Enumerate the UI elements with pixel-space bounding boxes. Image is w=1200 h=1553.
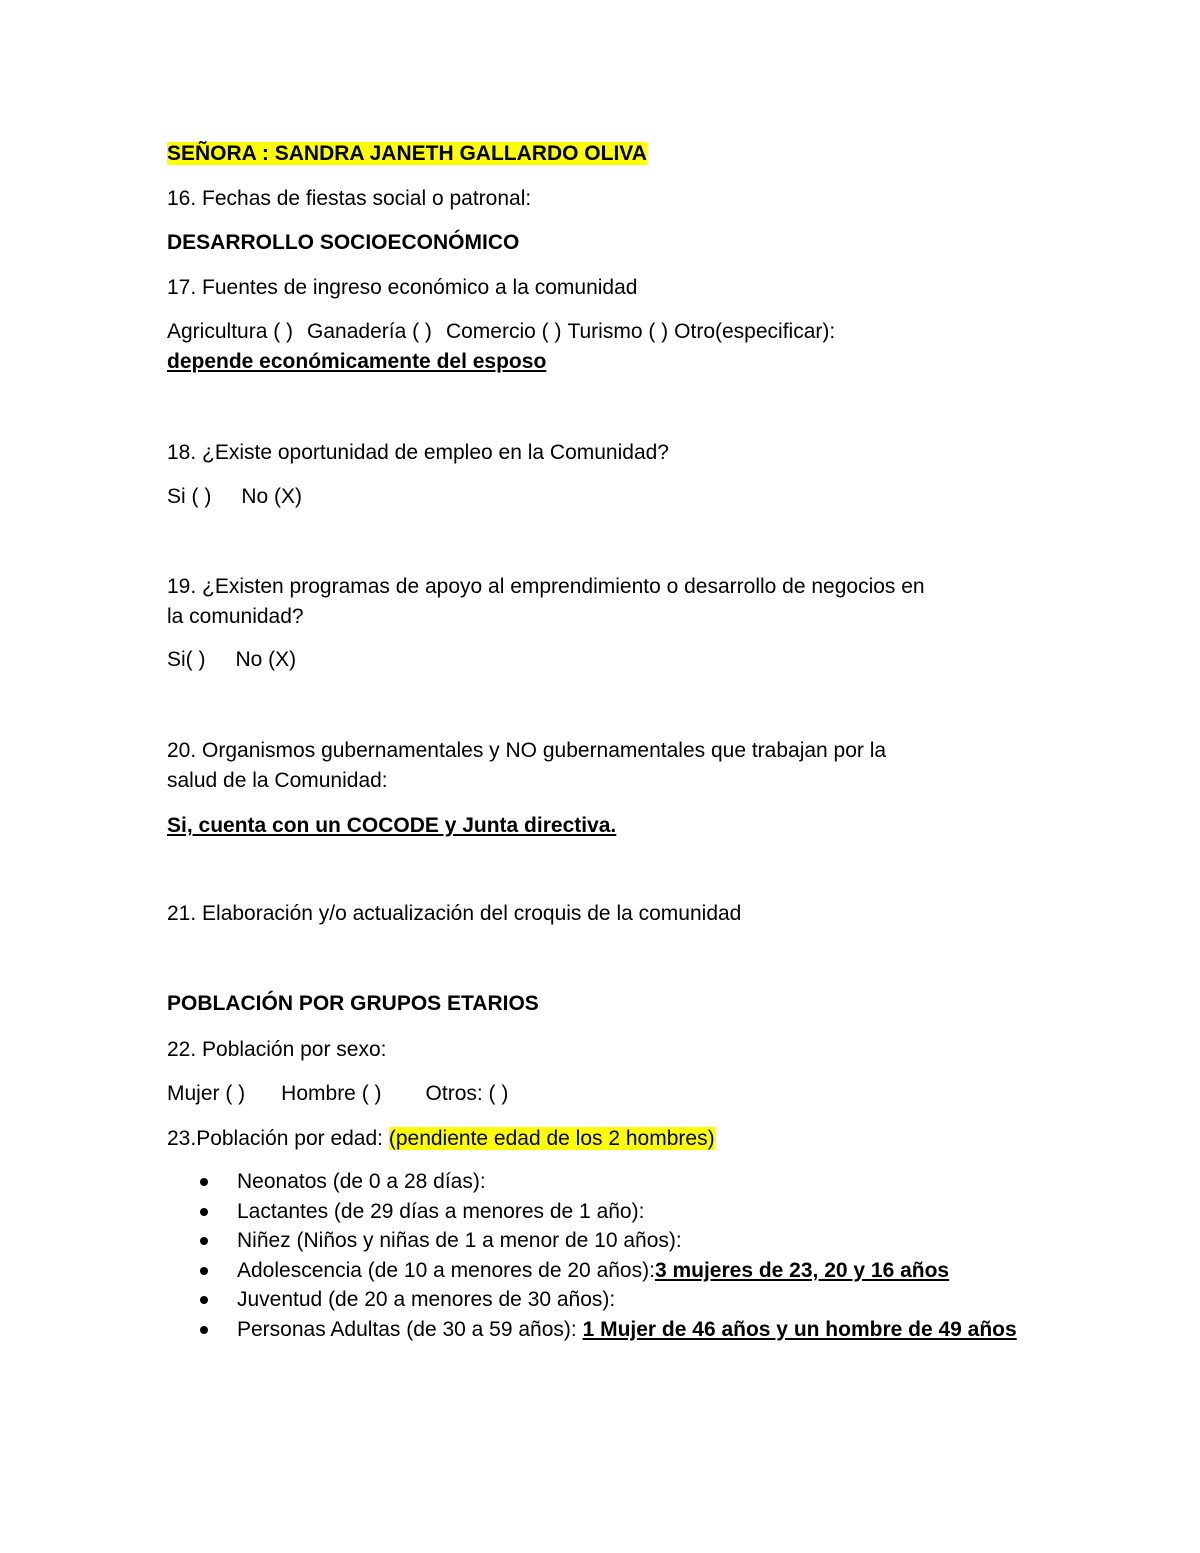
age-group-answer: 3 mujeres de 23, 20 y 16 años <box>654 1258 950 1282</box>
age-group-label: Lactantes (de 29 días a menores de 1 año): <box>237 1199 645 1223</box>
question-19-line1: 19. ¿Existen programas de apoyo al emprendimiento o desarrollo de negocios en <box>167 575 925 598</box>
bullet-icon <box>200 1178 208 1186</box>
bullet-icon <box>200 1267 208 1275</box>
question-23-note: (pendiente edad de los 2 hombres) <box>388 1127 715 1150</box>
section-heading-socioeconomic: DESARROLLO SOCIOECONÓMICO <box>167 231 520 254</box>
question-21: 21. Elaboración y/o actualización del croquis de la comunidad <box>167 902 742 925</box>
question-18: 18. ¿Existe oportunidad de empleo en la Comunidad? <box>167 441 669 464</box>
option-no: No (X) <box>241 485 303 508</box>
question-22-options <box>167 1079 508 1109</box>
age-group-label: Personas Adultas (de 30 a 59 años): <box>237 1317 583 1341</box>
document-title <box>167 139 647 169</box>
age-group-label: Neonatos (de 0 a 28 días): <box>237 1170 486 1193</box>
option-yes: Si( ) <box>167 648 206 671</box>
question-19-line2: la comunidad? <box>167 605 304 628</box>
section-heading-population: POBLACIÓN POR GRUPOS ETARIOS <box>167 992 539 1015</box>
question-20-line2: salud de la Comunidad: <box>167 769 388 792</box>
question-20-line1: 20. Organismos gubernamentales y NO gubernamentales que trabajan por la <box>167 739 887 762</box>
age-group-label: Adolescencia (de 10 a menores de 20 años): <box>237 1258 655 1282</box>
question-16: 16. Fechas de fiestas social o patronal: <box>167 187 532 210</box>
option-comercio: Comercio ( ) <box>445 320 562 343</box>
age-group-answer: 1 Mujer de 46 años y un hombre de 49 años <box>582 1317 1017 1341</box>
list-item <box>167 1167 1037 1197</box>
option-no: No (X) <box>235 648 297 671</box>
option-otro: Otro(especificar): <box>674 320 836 343</box>
question-22: 22. Población por sexo: <box>167 1038 387 1061</box>
option-yes: Si ( ) <box>167 485 212 508</box>
age-group-list <box>167 1167 1037 1344</box>
list-item <box>167 1197 1037 1227</box>
age-group-label: Juventud (de 20 a menores de 30 años): <box>237 1288 616 1311</box>
option-mujer: Mujer ( ) <box>167 1082 246 1105</box>
age-group-label: Niñez (Niños y niñas de 1 a menor de 10 años): <box>237 1229 682 1252</box>
bullet-icon <box>200 1208 208 1216</box>
question-20-answer: Si, cuenta con un COCODE y Junta directiva. <box>167 814 617 837</box>
question-17-answer: depende económicamente del esposo <box>167 350 547 373</box>
option-hombre: Hombre ( ) <box>281 1082 382 1105</box>
option-otros: Otros: ( ) <box>425 1082 509 1105</box>
option-turismo: Turismo ( ) <box>567 320 669 343</box>
question-23-text: 23.Población por edad: <box>167 1127 383 1150</box>
question-17: 17. Fuentes de ingreso económico a la comunidad <box>167 276 638 299</box>
bullet-icon <box>200 1237 208 1245</box>
question-18-options <box>167 482 302 512</box>
question-23 <box>167 1124 715 1154</box>
bullet-icon <box>200 1326 208 1334</box>
respondent-name: SEÑORA : SANDRA JANETH GALLARDO OLIVA <box>167 142 647 165</box>
question-19-options <box>167 645 296 675</box>
list-item <box>167 1256 1037 1286</box>
list-item <box>167 1315 1037 1345</box>
option-agricultura: Agricultura ( ) <box>167 320 294 343</box>
bullet-icon <box>200 1296 208 1304</box>
option-ganaderia: Ganadería ( ) <box>307 320 432 343</box>
list-item <box>167 1285 1037 1315</box>
question-17-options <box>167 317 835 347</box>
list-item <box>167 1226 1037 1256</box>
